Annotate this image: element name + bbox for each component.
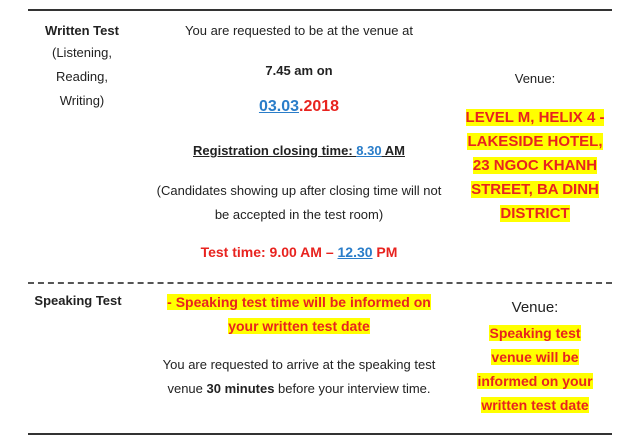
speaking-venue-block [460,321,610,417]
written-test-title: Written Test [45,23,119,38]
written-test-sub-2: Reading, [55,69,109,84]
test-time [140,244,458,260]
registration-suffix: AM [381,143,405,158]
written-venue-block [460,106,610,226]
speaking-arrive-1: You are requested to arrive at the speaking test [162,357,436,372]
written-venue-line-2: LAKESIDE HOTEL, [467,133,603,150]
speaking-venue-line-3: informed on your [477,373,593,389]
speaking-arrive-2-c: before your interview time. [274,381,431,396]
speaking-info-block [140,290,458,338]
written-venue-line-4: STREET, BA DINH [471,181,599,198]
written-date-day-month: 03.03 [258,98,299,115]
written-date-year: .2018 [299,98,340,115]
speaking-venue-line-2: venue will be [491,349,579,365]
bottom-rule [28,433,612,435]
written-venue-line-1: LEVEL M, HELIX 4 - [465,109,605,126]
test-time-end: 12.30 [337,244,373,260]
written-test-label-block [30,21,134,113]
written-venue-label: Venue: [514,71,556,86]
written-date [140,98,458,116]
top-rule [28,9,612,11]
written-venue-line-3: 23 NGOC KHANH [472,157,598,174]
speaking-venue-line-4: written test date [481,397,589,413]
registration-label: Registration closing time: [193,143,357,158]
speaking-arrive-2-b: 30 minutes [206,381,275,396]
speaking-venue-line-1: Speaking test [489,325,581,341]
written-requested-text: You are requested to be at the venue at [185,23,413,38]
written-test-sub-1: (Listening, [52,45,112,60]
test-time-prefix: Test time: 9.00 AM – [200,244,338,260]
speaking-venue-label: Venue: [511,299,559,316]
registration-time: 8.30 [356,143,382,158]
section-divider [28,282,612,284]
speaking-test-title: Speaking Test [34,293,122,308]
closing-note-2: be accepted in the test room) [214,207,384,222]
speaking-arrive-2-a: venue [167,381,207,396]
test-time-suffix: PM [372,244,398,260]
written-time-text: 7.45 am on [265,63,333,78]
speaking-info-line-2: your written test date [228,318,370,334]
written-test-sub-3: Writing) [59,93,105,108]
speaking-info-line-1: - Speaking test time will be informed on [167,294,431,310]
closing-note-1: (Candidates showing up after closing time will not [156,183,442,198]
written-venue-line-5: DISTRICT [500,205,570,222]
registration-closing [140,143,458,158]
speaking-arrive-2 [140,381,458,396]
